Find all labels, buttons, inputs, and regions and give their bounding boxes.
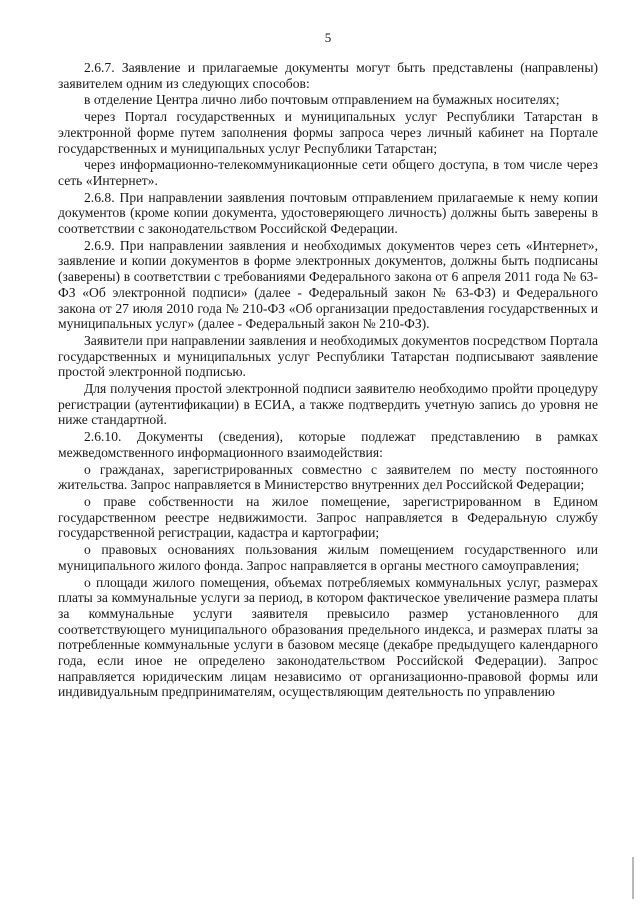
document-body xyxy=(58,60,598,700)
paragraph-submission-internet: через информационно-телекоммуникационные сети общего доступа, в том числе через сеть «Интернет». xyxy=(58,157,598,188)
page-number: 5 xyxy=(324,30,332,45)
paragraph-submission-portal: через Портал государственных и муниципальных услуг Республики Татарстан в электронной форме путем заполнения формы запроса через личный кабинет на Портале государственных и муниципальных услуг Республики Татарстан; xyxy=(58,109,598,156)
paragraph-2-6-9: 2.6.9. При направлении заявления и необходимых документов через сеть «Интернет», заявление и копии документов в форме электронных документов, должны быть подписаны (заверены) в соответствии с требованиями Федерального закона от 6 апреля 2011 года № 63-ФЗ «Об электронной подписи» (далее - Федеральный закон № 63-ФЗ) и Федерального закона от 27 июля 2010 года № 210-ФЗ «Об организации предоставления государственных и муниципальных услуг» (далее - Федеральный закон № 210-ФЗ). xyxy=(58,237,598,332)
paragraph-submission-in-person: в отделение Центра лично либо почтовым отправлением на бумажных носителях; xyxy=(84,92,560,108)
paragraph-property-rights: о праве собственности на жилое помещение, зарегистрированном в Едином государственном реестре недвижимости. Запрос направляется в Федеральную службу государственной регистрации, кадастра и картографии; xyxy=(58,493,598,541)
paragraph-2-6-8: 2.6.8. При направлении заявления почтовым отправлением прилагаемые к нему копии документов (кроме копии документа, удостоверяющего личность) должны быть заверены в соответствии с законодательством Российской Федерации. xyxy=(58,189,598,237)
paragraph-registered-citizens: о гражданах, зарегистрированных совместно с заявителем по месту постоянного жительства. Запрос направляется в Министерство внутренних дел Российской Федерации; xyxy=(58,461,598,493)
scan-edge-mark xyxy=(632,857,634,899)
paragraph-2-6-10: 2.6.10. Документы (сведения), которые подлежат представлению в рамках межведомственного информационного взаимодействия: xyxy=(58,429,598,460)
paragraph-simple-signature: Заявители при направлении заявления и необходимых документов посредством Портала государственных и муниципальных услуг Республики Татарстан подписывают заявление простой электронной подписью. xyxy=(58,332,598,380)
paragraph-legal-grounds: о правовых основаниях пользования жилым помещением государственного или муниципального жилого фонда. Запрос направляется в органы местного самоуправления; xyxy=(58,542,598,573)
paragraph-2-6-7: 2.6.7. Заявление и прилагаемые документы могут быть представлены (направлены) заявителем одним из следующих способов: xyxy=(58,60,598,91)
paragraph-esia-registration: Для получения простой электронной подписи заявителю необходимо пройти процедуру регистрации (аутентификации) в ЕСИА, а также подтвердить учетную запись до уровня не ниже стандартной. xyxy=(58,381,598,428)
paragraph-housing-area: о площади жилого помещения, объемах потребляемых коммунальных услуг, размерах платы за коммунальные услуги за период, в котором фактическое увеличение размера платы за коммунальные услуги заявителя превысило размер установленного для соответствующего муниципального образования предельного индекса, и размерах платы за потребленные коммунальные услуги в базовом месяце (декабре предыдущего календарного года, если иное не определено законодательством Российской Федерации). Запрос направляется юридическим лицам независимо от организационно-правовой формы или индивидуальным предпринимателям, осуществляющим деятельность по управлению xyxy=(58,574,598,700)
